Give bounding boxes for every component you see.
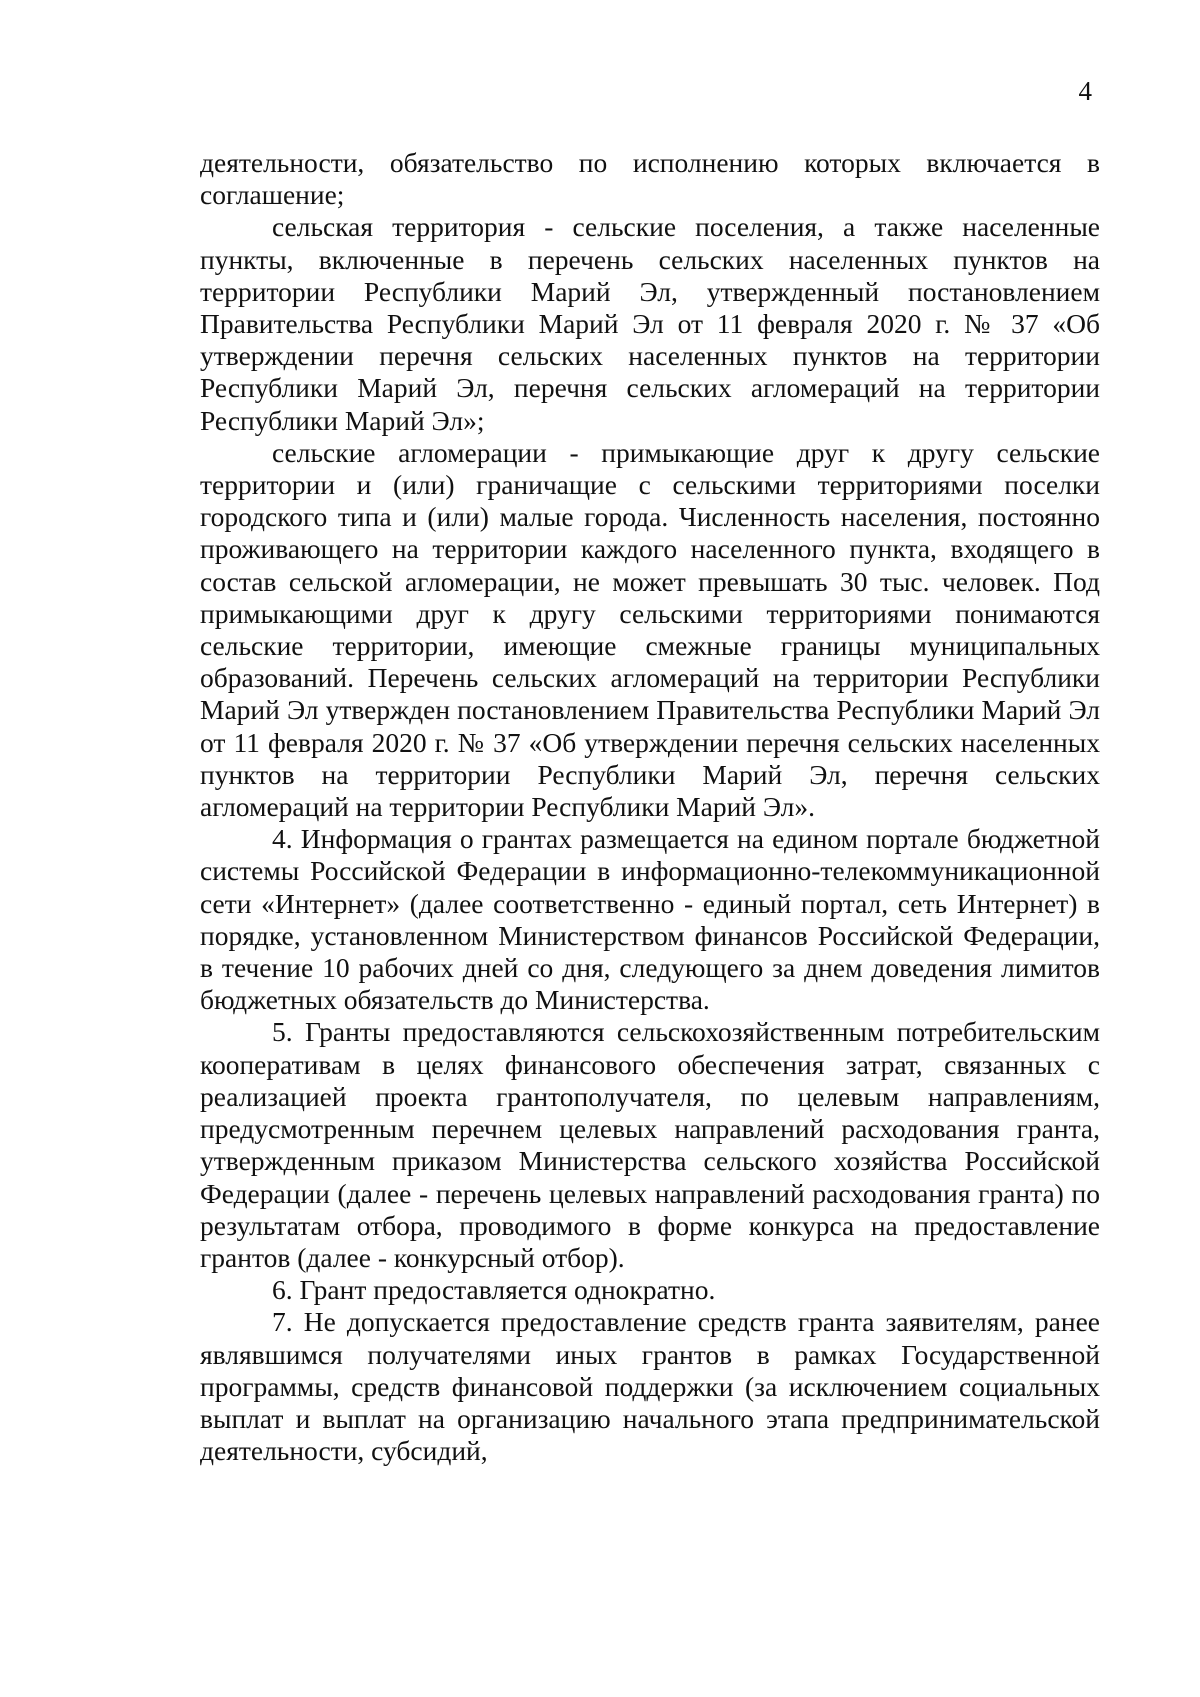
document-body [200, 147, 1100, 1467]
paragraph-item-6: 6. Грант предоставляется однократно. [272, 1274, 716, 1306]
paragraph-item-7: 7. Не допускается предоставление средств гранта заявителям, ранее являвшимся получателями иных грантов в рамках Государственной программы, средств финансовой поддержки (за исключением социальных выплат и выплат на организацию начального этапа предпринимательской деятельности, субсидий, [200, 1306, 1100, 1467]
paragraph-rural-agglomerations: сельские агломерации - примыкающие друг к другу сельские территории и (или) граничащие с сельскими территориями поселки городского типа и (или) малые города. Численность населения, постоянно проживающего на территории каждого населенного пункта, входящего в состав сельской агломерации, не может превышать 30 тыс. человек. Под примыкающими друг к другу сельскими территориями понимаются сельские территории, имеющие смежные границы муниципальных образований. Перечень сельских агломераций на территории Республики Марий Эл утвержден постановлением Правительства Республики Марий Эл от 11 февраля 2020 г. № 37 «Об утверждении перечня сельских населенных пунктов на территории Республики Марий Эл, перечня сельских агломераций на территории Республики Марий Эл». [200, 436, 1100, 823]
page-number: 4 [1078, 76, 1092, 106]
paragraph-item-4: 4. Информация о грантах размещается на едином портале бюджетной системы Российской Федерации в информационно-телекоммуникационной сети «Интернет» (далее соответственно - единый портал, сеть Интернет) в порядке, установленном Министерством финансов Российской Федерации, в течение 10 рабочих дней со дня, следующего за днем доведения лимитов бюджетных обязательств до Министерства. [200, 823, 1100, 1016]
paragraph-item-5: 5. Гранты предоставляются сельскохозяйственным потребительским кооперативам в целях финансового обеспечения затрат, связанных с реализацией проекта грантополучателя, по целевым направлениям, предусмотренным перечнем целевых направлений расходования гранта, утвержденным приказом Министерства сельского хозяйства Российской Федерации (далее - перечень целевых направлений расходования гранта) по результатам отбора, проводимого в форме конкурса на предоставление грантов (далее - конкурсный отбор). [200, 1016, 1100, 1273]
paragraph-continuation: деятельности, обязательство по исполнению которых включается в соглашение; [200, 147, 1100, 211]
paragraph-rural-territory: сельская территория - сельские поселения, а также населенные пункты, включенные в перечень сельских населенных пунктов на территории Республики Марий Эл, утвержденный постановлением Правительства Республики Марий Эл от 11 февраля 2020 г. № 37 «Об утверждении перечня сельских населенных пунктов на территории Республики Марий Эл, перечня сельских агломераций на территории Республики Марий Эл»; [200, 211, 1100, 436]
